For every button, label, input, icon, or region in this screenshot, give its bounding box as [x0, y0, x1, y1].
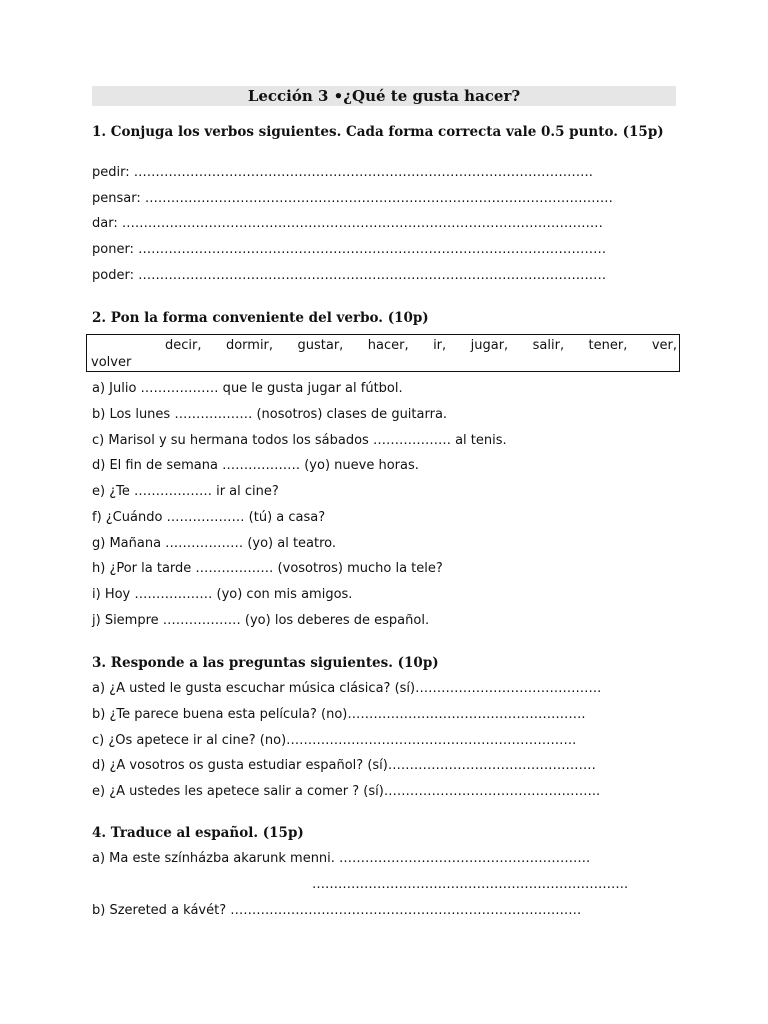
exercise-2-item-c: c) Marisol y su hermana todos los sábados ……………… al tenis.	[92, 433, 507, 448]
exercise-4-item-a-continuation: ……………………………………………………………….	[312, 877, 629, 892]
exercise-3-item-d: d) ¿A vosotros os gusta estudiar español? (sí)…………………………………………	[92, 758, 596, 773]
exercise-2-item-j: j) Siempre ……………… (yo) los deberes de español.	[92, 613, 430, 628]
conjugation-line-poner: poner: ………………………………………………………………………………………………	[92, 242, 607, 257]
exercise-2-item-f: f) ¿Cuándo ……………… (tú) a casa?	[92, 510, 326, 525]
exercise-4-item-b: b) Szereted a kávét? ………………………………………………………………………	[92, 903, 582, 918]
section-4-heading: 4. Traduce al español. (15p)	[92, 825, 304, 841]
conjugation-line-pedir: pedir: …………………………………………………………………………………………….	[92, 165, 593, 180]
exercise-3-item-e: e) ¿A ustedes les apetece salir a comer ? (sí)…………………………………………..	[92, 784, 601, 799]
exercise-3-item-c: c) ¿Os apetece ir al cine? (no)………………………………………………………….	[92, 733, 577, 748]
section-2-heading: 2. Pon la forma conveniente del verbo. (10p)	[92, 310, 429, 326]
exercise-2-item-d: d) El fin de semana ……………… (yo) nueve horas.	[92, 458, 419, 473]
exercise-2-item-b: b) Los lunes ……………… (nosotros) clases de guitarra.	[92, 407, 448, 422]
exercise-2-item-h: h) ¿Por la tarde ……………… (vosotros) mucho la tele?	[92, 561, 443, 576]
verb-list-last: volver	[91, 355, 132, 370]
exercise-2-item-e: e) ¿Te ……………… ir al cine?	[92, 484, 279, 499]
exercise-2-item-g: g) Mañana ……………… (yo) al teatro.	[92, 536, 337, 551]
page-title: Lección 3 •¿Qué te gusta hacer?	[92, 86, 676, 106]
exercise-2-item-i: i) Hoy ……………… (yo) con mis amigos.	[92, 587, 353, 602]
section-1-heading: 1. Conjuga los verbos siguientes. Cada forma correcta vale 0.5 punto. (15p)	[92, 124, 664, 140]
exercise-2-item-a: a) Julio ……………… que le gusta jugar al fútbol.	[92, 381, 403, 396]
conjugation-line-dar: dar: …………………………………………………………………………………………………	[92, 216, 603, 231]
conjugation-line-poder: poder: ………………………………………………………………………………………………	[92, 268, 607, 283]
exercise-3-item-a: a) ¿A usted le gusta escuchar música clásica? (sí)…………………………………….	[92, 681, 602, 696]
conjugation-line-pensar: pensar: ………………………………………………………………………………………………	[92, 191, 613, 206]
exercise-4-item-a: a) Ma este színházba akarunk menni. ………………………………………………….	[92, 851, 591, 866]
verb-word-box	[86, 334, 680, 372]
exercise-3-item-b: b) ¿Te parece buena esta película? (no)……………………………………………….	[92, 707, 586, 722]
section-3-heading: 3. Responde a las preguntas siguientes. (10p)	[92, 655, 439, 671]
verb-list: decir, dormir, gustar, hacer, ir, jugar, salir, tener, ver,	[165, 338, 677, 353]
